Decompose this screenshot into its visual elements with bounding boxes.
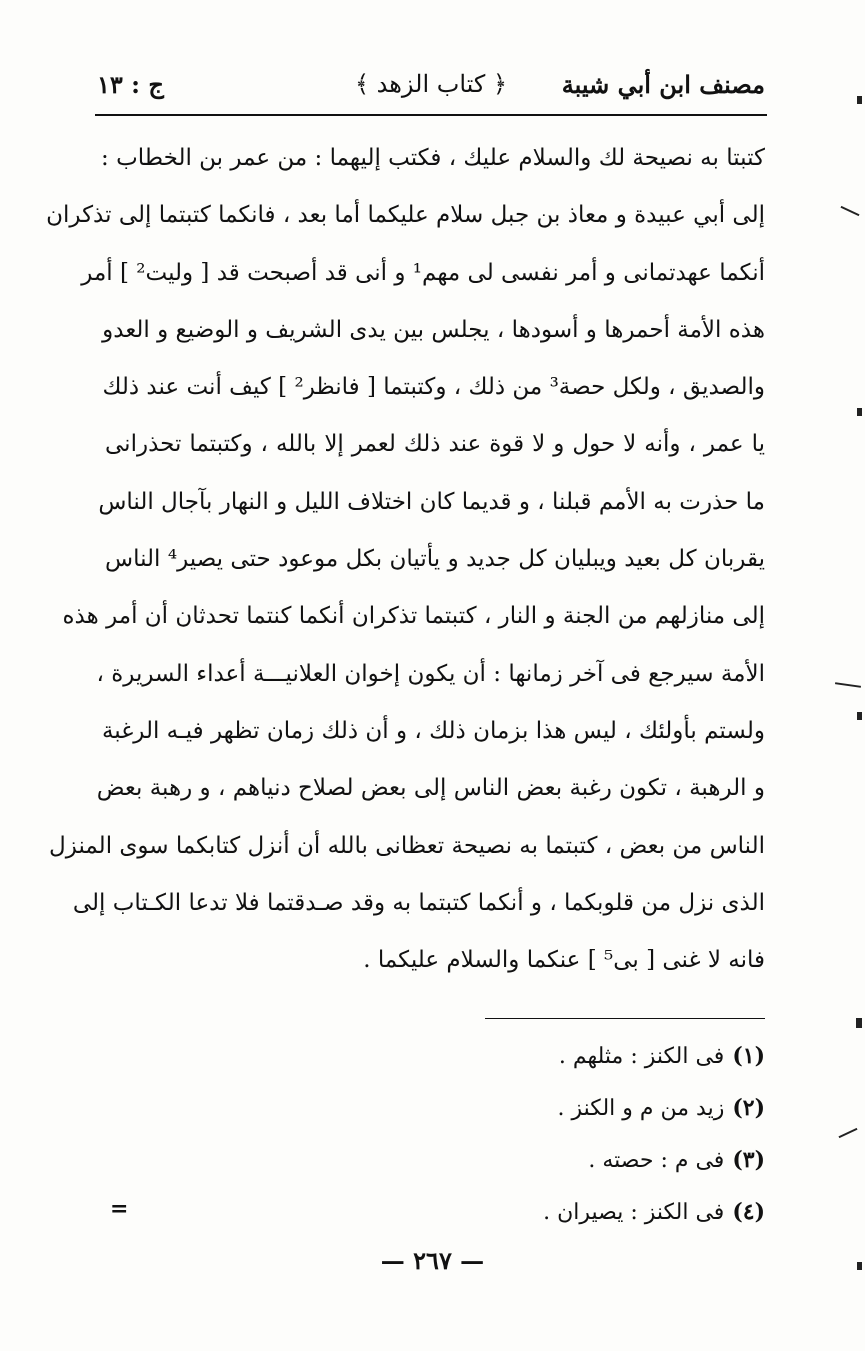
footnotes: [400, 1030, 765, 1238]
text-line: هذه الأمة أحمرها و أسودها ، يجلس بين يدى الشريف و الوضيع و العدو: [102, 316, 765, 343]
text-line: إلى منازلهم من الجنة و النار ، كتبتما تذكران أنكما كنتما تحدثان أن أمر هذه: [62, 603, 765, 630]
page-number: — ٢٦٧ —: [380, 1246, 485, 1275]
footnote-number: (١): [732, 1043, 765, 1069]
text-line: كتبتا به نصيحة لك والسلام عليك ، فكتب إليهما : من عمر بن الخطاب :: [101, 145, 765, 171]
text-line: يا عمر ، وأنه لا حول و لا قوة عند ذلك لعمر إلا بالله ، وكتبتما تحذرانى: [105, 431, 765, 458]
text-line: ولستم بأولئك ، ليس هذا بزمان ذلك ، و أن ذلك زمان تظهر فيـه الرغبة: [101, 717, 765, 744]
scan-mark: [857, 1262, 862, 1270]
text-line: و الرهبة ، تكون رغبة بعض الناس إلى بعض لصلاح دنياهم ، و رهبة بعض: [96, 775, 765, 802]
scan-mark: [839, 1128, 858, 1138]
volume-label: ج : ١٣: [97, 70, 164, 99]
body-text: [46, 130, 766, 989]
footnote-divider: [485, 1018, 765, 1019]
footnote-text: زيد من م و الكنز .: [557, 1096, 725, 1121]
text-line: الناس من بعض ، كتبتما به نصيحة تعظانى بالله أن أنزل كتابكما سوى المنزل: [49, 832, 765, 859]
scan-mark: [841, 206, 860, 216]
scan-mark: [857, 96, 862, 104]
scan-mark: [835, 682, 861, 688]
footnote-number: (٣): [732, 1147, 765, 1173]
footnote-item: [400, 1186, 765, 1238]
scan-mark: [856, 1018, 862, 1028]
book-title: مصنف ابن أبي شيبة: [561, 70, 765, 99]
footnote-item: [400, 1134, 765, 1186]
footnote-number: (٤): [732, 1199, 765, 1225]
footnote-text: فى الكنز : يصيران .: [543, 1200, 725, 1225]
text-line: يقربان كل بعيد ويبليان كل جديد و يأتيان بكل موعود حتى يصير⁴ الناس: [105, 546, 766, 573]
header-divider: [95, 114, 767, 116]
scan-mark: [857, 408, 862, 416]
text-line: أنكما عهدتمانى و أمر نفسى لى مهم¹ و أنى قد أصبحت قد [ وليت² ] أمر: [81, 259, 765, 286]
footnote-number: (٢): [732, 1095, 765, 1121]
separator-mark: =: [110, 1196, 129, 1222]
page-header: [97, 68, 765, 108]
text-line: إلى أبي عبيدة و معاذ بن جبل سلام عليكما أما بعد ، فانكما كتبتما إلى تذكران: [46, 202, 765, 229]
footnote-item: [400, 1030, 765, 1082]
footnote-text: فى م : حصته .: [588, 1148, 725, 1173]
text-line: والصديق ، ولكل حصة³ من ذلك ، وكتبتما [ فانظر² ] كيف أنت عند ذلك: [102, 374, 765, 401]
text-line: الذى نزل من قلوبكما ، و أنكما كتبتما به وقد صـدقتما فلا تدعا الكـتاب إلى: [72, 889, 765, 916]
text-line: الأمة سيرجع فى آخر زمانها : أن يكون إخوان العلانيـــة أعداء السريرة ،: [96, 660, 765, 687]
footnote-item: [400, 1082, 765, 1134]
text-line-final: فانه لا غنى [ بى⁵ ] عنكما والسلام عليكما .: [363, 947, 765, 974]
scan-mark: [857, 712, 862, 720]
text-line: ما حذرت به الأمم قبلنا ، و قديما كان اختلاف الليل و النهار بآجال الناس: [98, 488, 765, 515]
chapter-title: ﴿ كتاب الزهد ﴾: [354, 70, 508, 98]
footnote-text: فى الكنز : مثلهم .: [558, 1044, 725, 1069]
